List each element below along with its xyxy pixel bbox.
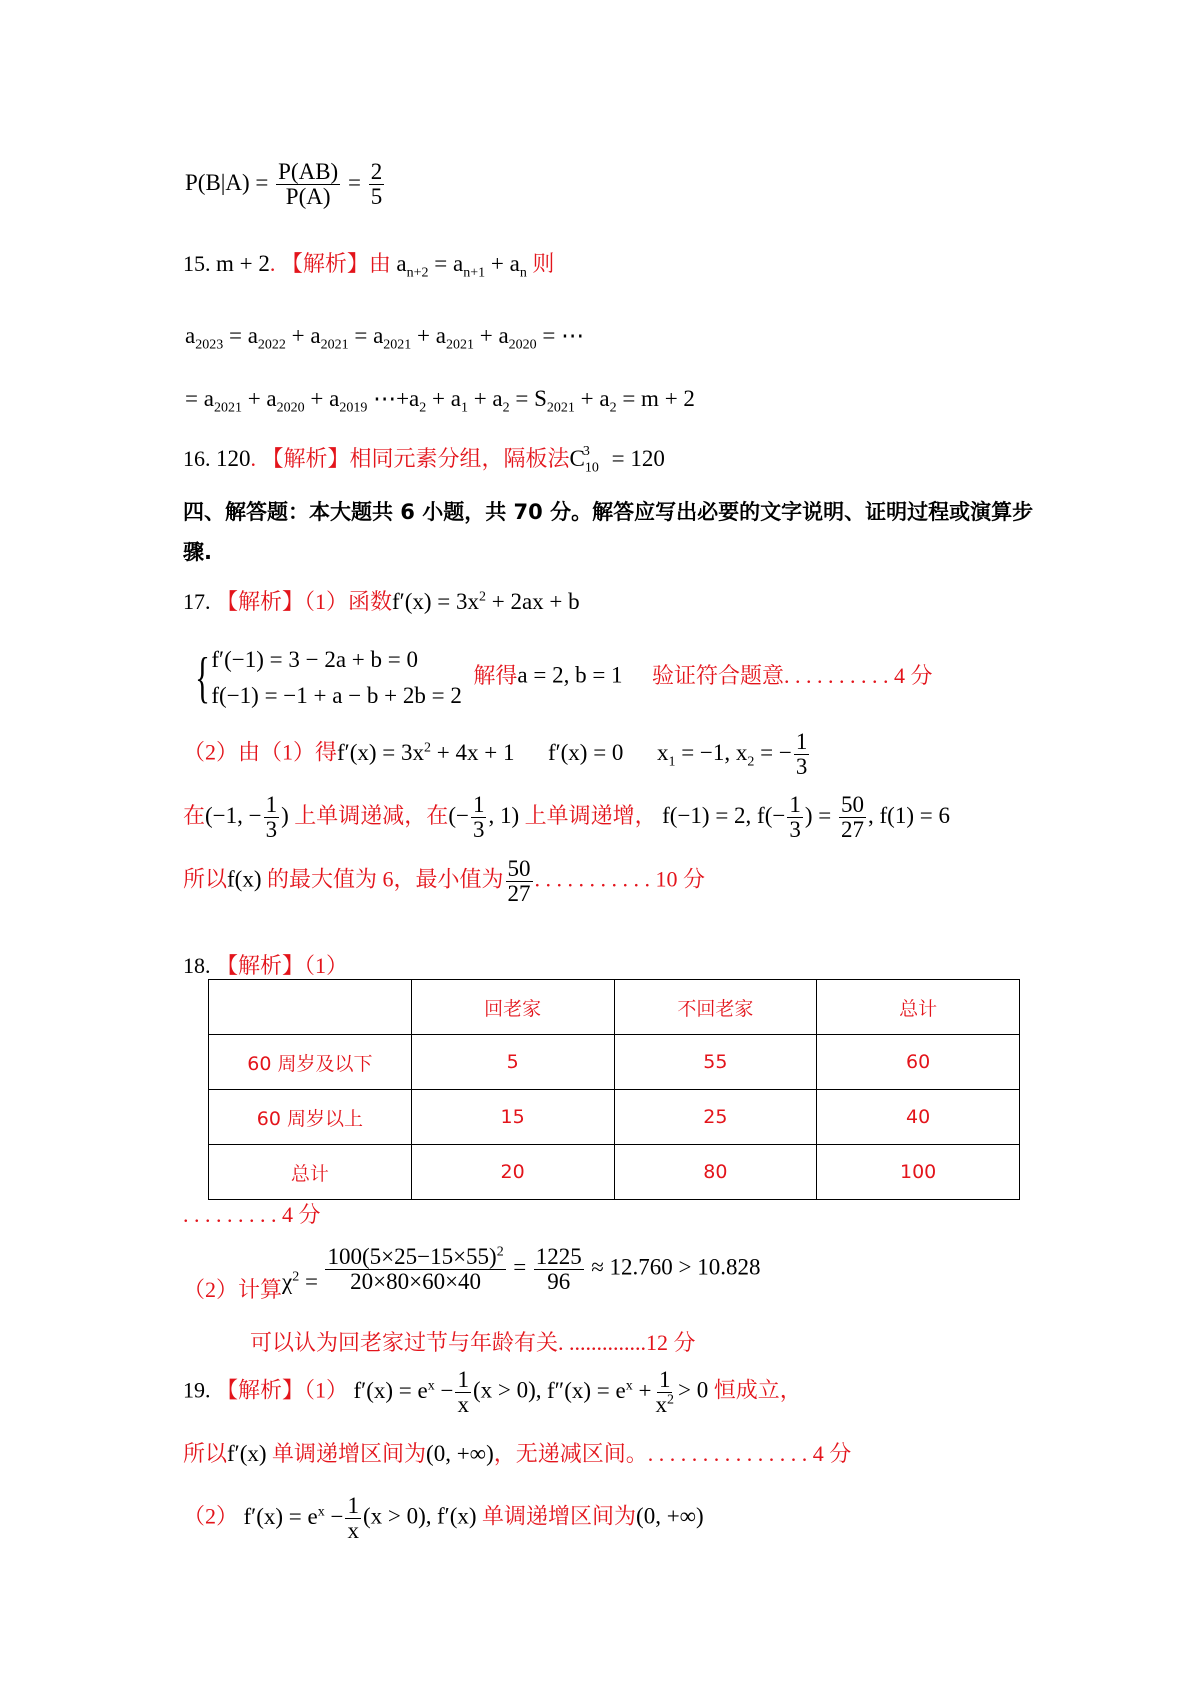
p17-max-b: 的最大值为 6，最小值为	[267, 866, 504, 892]
p19-p2c: f′(x)	[437, 1503, 477, 1529]
p19-l2a: 所以	[183, 1441, 228, 1466]
section-4-heading: 四、解答题：本大题共 6 小题，共 70 分。解答应写出必要的文字说明、证明过程或演算步	[183, 500, 1034, 524]
p15-you: 由	[368, 251, 391, 276]
table-row	[209, 1145, 1020, 1200]
cp-den: P(A)	[285, 184, 331, 210]
p19-f1b: (x > 0),	[472, 1377, 542, 1403]
p15-number: 15.	[183, 251, 211, 276]
p17-eq1: f′(−1) = 3 − 2a + b = 0	[211, 647, 418, 672]
p17-brace: {	[195, 646, 210, 709]
p15-tag: 【解析】	[280, 251, 369, 276]
p15-dot: .	[269, 251, 276, 276]
p19-p2int: (0, +∞)	[636, 1503, 704, 1529]
p17-system-line	[183, 642, 933, 713]
p18-rden: 96	[547, 1269, 571, 1295]
p17-min-frac: $\frac{50}{27}$	[507, 856, 531, 907]
p17-part2	[183, 730, 811, 779]
p17-zero: f′(x) = 0	[547, 739, 624, 765]
table-cell: 55	[614, 1035, 817, 1090]
p17-fx: f(x)	[227, 866, 262, 892]
p19-part2: （2） $f'(x) = e^x$ − $\frac{1}{x}$ (x > 0), f′(x) 单调递增区间为(0, +∞)	[183, 1493, 704, 1544]
p19-l2b: 单调递增区间为	[272, 1441, 427, 1466]
p18-rnum: 1225	[535, 1244, 582, 1269]
problem-15	[183, 250, 554, 282]
p18-chi-result	[534, 1245, 584, 1294]
p18-chi-square: （2）计算$\chi^2$ = $\frac{100(5\times 25-15\times 55)^2}{20\times 80\times 60\times 40}$ = $\frac{1225}{96}$ ≈ 12.760 > 10.828	[183, 1244, 761, 1302]
p15-answer: m + 2	[216, 251, 270, 276]
p16-dot: .	[250, 446, 256, 471]
p19-l2c: ，无递减区间。. . . . . . . . . . . . . . . 4 分	[493, 1441, 852, 1466]
p16-formula: $C_{10}^3 = 120$	[569, 444, 665, 476]
table-cell: 60 周岁以上	[209, 1090, 412, 1145]
p17-max-min	[183, 857, 705, 906]
table-cell: 25	[614, 1090, 817, 1145]
cp-eq: =	[347, 169, 361, 195]
table-cell: 100	[817, 1145, 1020, 1200]
p17-solve: 解得	[473, 662, 518, 688]
contingency-table	[208, 979, 1020, 1200]
problem-18-head	[183, 953, 348, 979]
p19-f2b: > 0	[677, 1377, 709, 1403]
p17-part2-label: （2）由（1）得	[183, 739, 338, 765]
problem-17-head	[183, 588, 580, 616]
p19-f1: $f'(x) = e^x$ −	[353, 1377, 454, 1403]
table-cell: 20	[411, 1145, 614, 1200]
problem-16	[183, 445, 665, 477]
conditional-probability	[185, 160, 386, 209]
table-cell: 40	[817, 1090, 1020, 1145]
p17-solution: a = 2, b = 1	[517, 662, 623, 688]
p17-score: . . . . . . . . . . . 10 分	[534, 866, 706, 892]
p19-l2f: f′(x)	[227, 1441, 267, 1466]
table-cell: 80	[614, 1145, 817, 1200]
p19-number: 19.	[183, 1377, 211, 1403]
p19-hold: 恒成立，	[713, 1377, 802, 1403]
p19-p2: （2）	[183, 1503, 239, 1529]
p18-chi-frac	[325, 1245, 505, 1294]
p17-values: f(−1) = 2, f(− $\frac{1}{3}$ ) = $\frac{50}{27}$ , f(1) = 6	[662, 792, 950, 843]
p15-ze: 则	[532, 251, 555, 276]
p17-root-frac: $\frac{1}{3}$	[795, 729, 808, 780]
p17-mono-c: 上单调递增，	[524, 802, 657, 828]
p18-score1: . . . . . . . . . 4 分	[183, 1202, 321, 1227]
cp-fraction	[276, 160, 340, 209]
p19-p2f: $f'(x) = e^x$ −	[243, 1503, 344, 1529]
p17-number: 17.	[183, 589, 211, 614]
p17-max-a: 所以	[183, 866, 228, 892]
p15-line2: $a_{2023} = a_{2022} + a_{2021} = a_{2021} + a_{2021} + a_{2020}$ = ⋯	[185, 323, 585, 353]
cp-lhs: P(B|A) =	[185, 169, 269, 195]
table-cell: 15	[411, 1090, 614, 1145]
table-cell: 总计	[209, 1145, 412, 1200]
cp-num: P(AB)	[278, 159, 339, 184]
p17-mono-a: 在	[183, 802, 206, 828]
p19-f2: $f''(x) = e^x$ +	[547, 1377, 652, 1403]
p18-conclusion: 可以认为回老家过节与年龄有关. ..............12 分	[250, 1330, 696, 1355]
p17-derivative2: $f'(x) = 3x^2 + 4x + 1$	[337, 739, 515, 765]
p17-head: 【解析】（1）函数	[216, 589, 393, 614]
table-cell: 60	[817, 1035, 1020, 1090]
table-cell: 回老家	[411, 980, 614, 1035]
cp-rnum: 2	[370, 159, 383, 184]
p15-line3: = $a_{2021} + a_{2020} + a_{2019}$ $\cdots+a_2 + a_1 + a_2 = S_{2021} + a_2 = m + 2$	[185, 386, 695, 416]
p17-derivative: $f'(x) = 3x^2 + 2ax + b$	[392, 589, 580, 614]
p17-mono-b: 上单调递减，在	[294, 802, 449, 828]
table-cell: 总计	[817, 980, 1020, 1035]
p16-number: 16.	[183, 446, 211, 471]
p18-approx: ≈ 12.760 > 10.828	[591, 1254, 761, 1280]
table-cell: 60 周岁及以下	[209, 1035, 412, 1090]
p19-line2	[183, 1440, 851, 1468]
p17-system	[211, 642, 461, 713]
p18-den: 20×80×60×40	[350, 1269, 482, 1295]
table-header-row	[209, 980, 1020, 1035]
p19-p2d: 单调递增区间为	[482, 1503, 637, 1529]
p18-chi: $\chi^2$ =	[282, 1268, 318, 1294]
cp-rden: 5	[370, 184, 383, 210]
p16-answer: 120	[216, 446, 251, 471]
p15-recurrence: $a_{n+2} = a_{n+1} + a_n$	[396, 251, 527, 281]
table-cell: 不回老家	[614, 980, 817, 1035]
p19-head: 【解析】（1）	[216, 1377, 349, 1403]
p17-monotonicity: 在(−1, − $\frac{1}{3}$ ) 上单调递减，在(− $\frac{1}{3}$ , 1) 上单调递增， f(−1) = 2, f(− $\frac{1}{3}$ ) = $\frac{50}{27}$ , f(1) = 6	[183, 792, 950, 843]
problem-19: 19. 【解析】（1） $f'(x) = e^x$ − $\frac{1}{x}$ (x > 0), $f''(x) = e^x$ + $\frac{1}{x^2}$ > 0 恒成立，	[183, 1367, 802, 1418]
section-4-heading-cont: 骤.	[183, 540, 212, 564]
table-row	[209, 1090, 1020, 1145]
p18-num: $100(5\times 25-15\times 55)^2$	[327, 1244, 504, 1269]
p17-eq2: f(−1) = −1 + a − b + 2b = 2	[211, 682, 462, 708]
p16-text: 【解析】相同元素分组，隔板法	[261, 446, 570, 471]
p18-calc: （2）计算	[183, 1276, 283, 1302]
table-cell	[209, 980, 412, 1035]
p19-l2int: (0, +∞)	[426, 1441, 494, 1466]
p18-number: 18.	[183, 953, 211, 978]
p17-roots: $x_1 = -1$, $x_2$ = −	[656, 739, 792, 770]
table-row	[209, 1035, 1020, 1090]
table-cell: 5	[411, 1035, 614, 1090]
cp-result	[369, 160, 385, 209]
p17-verify: 验证符合题意. . . . . . . . . . 4 分	[652, 662, 933, 688]
p18-head: 【解析】（1）	[216, 953, 349, 978]
p19-p2b: (x > 0),	[362, 1503, 432, 1529]
